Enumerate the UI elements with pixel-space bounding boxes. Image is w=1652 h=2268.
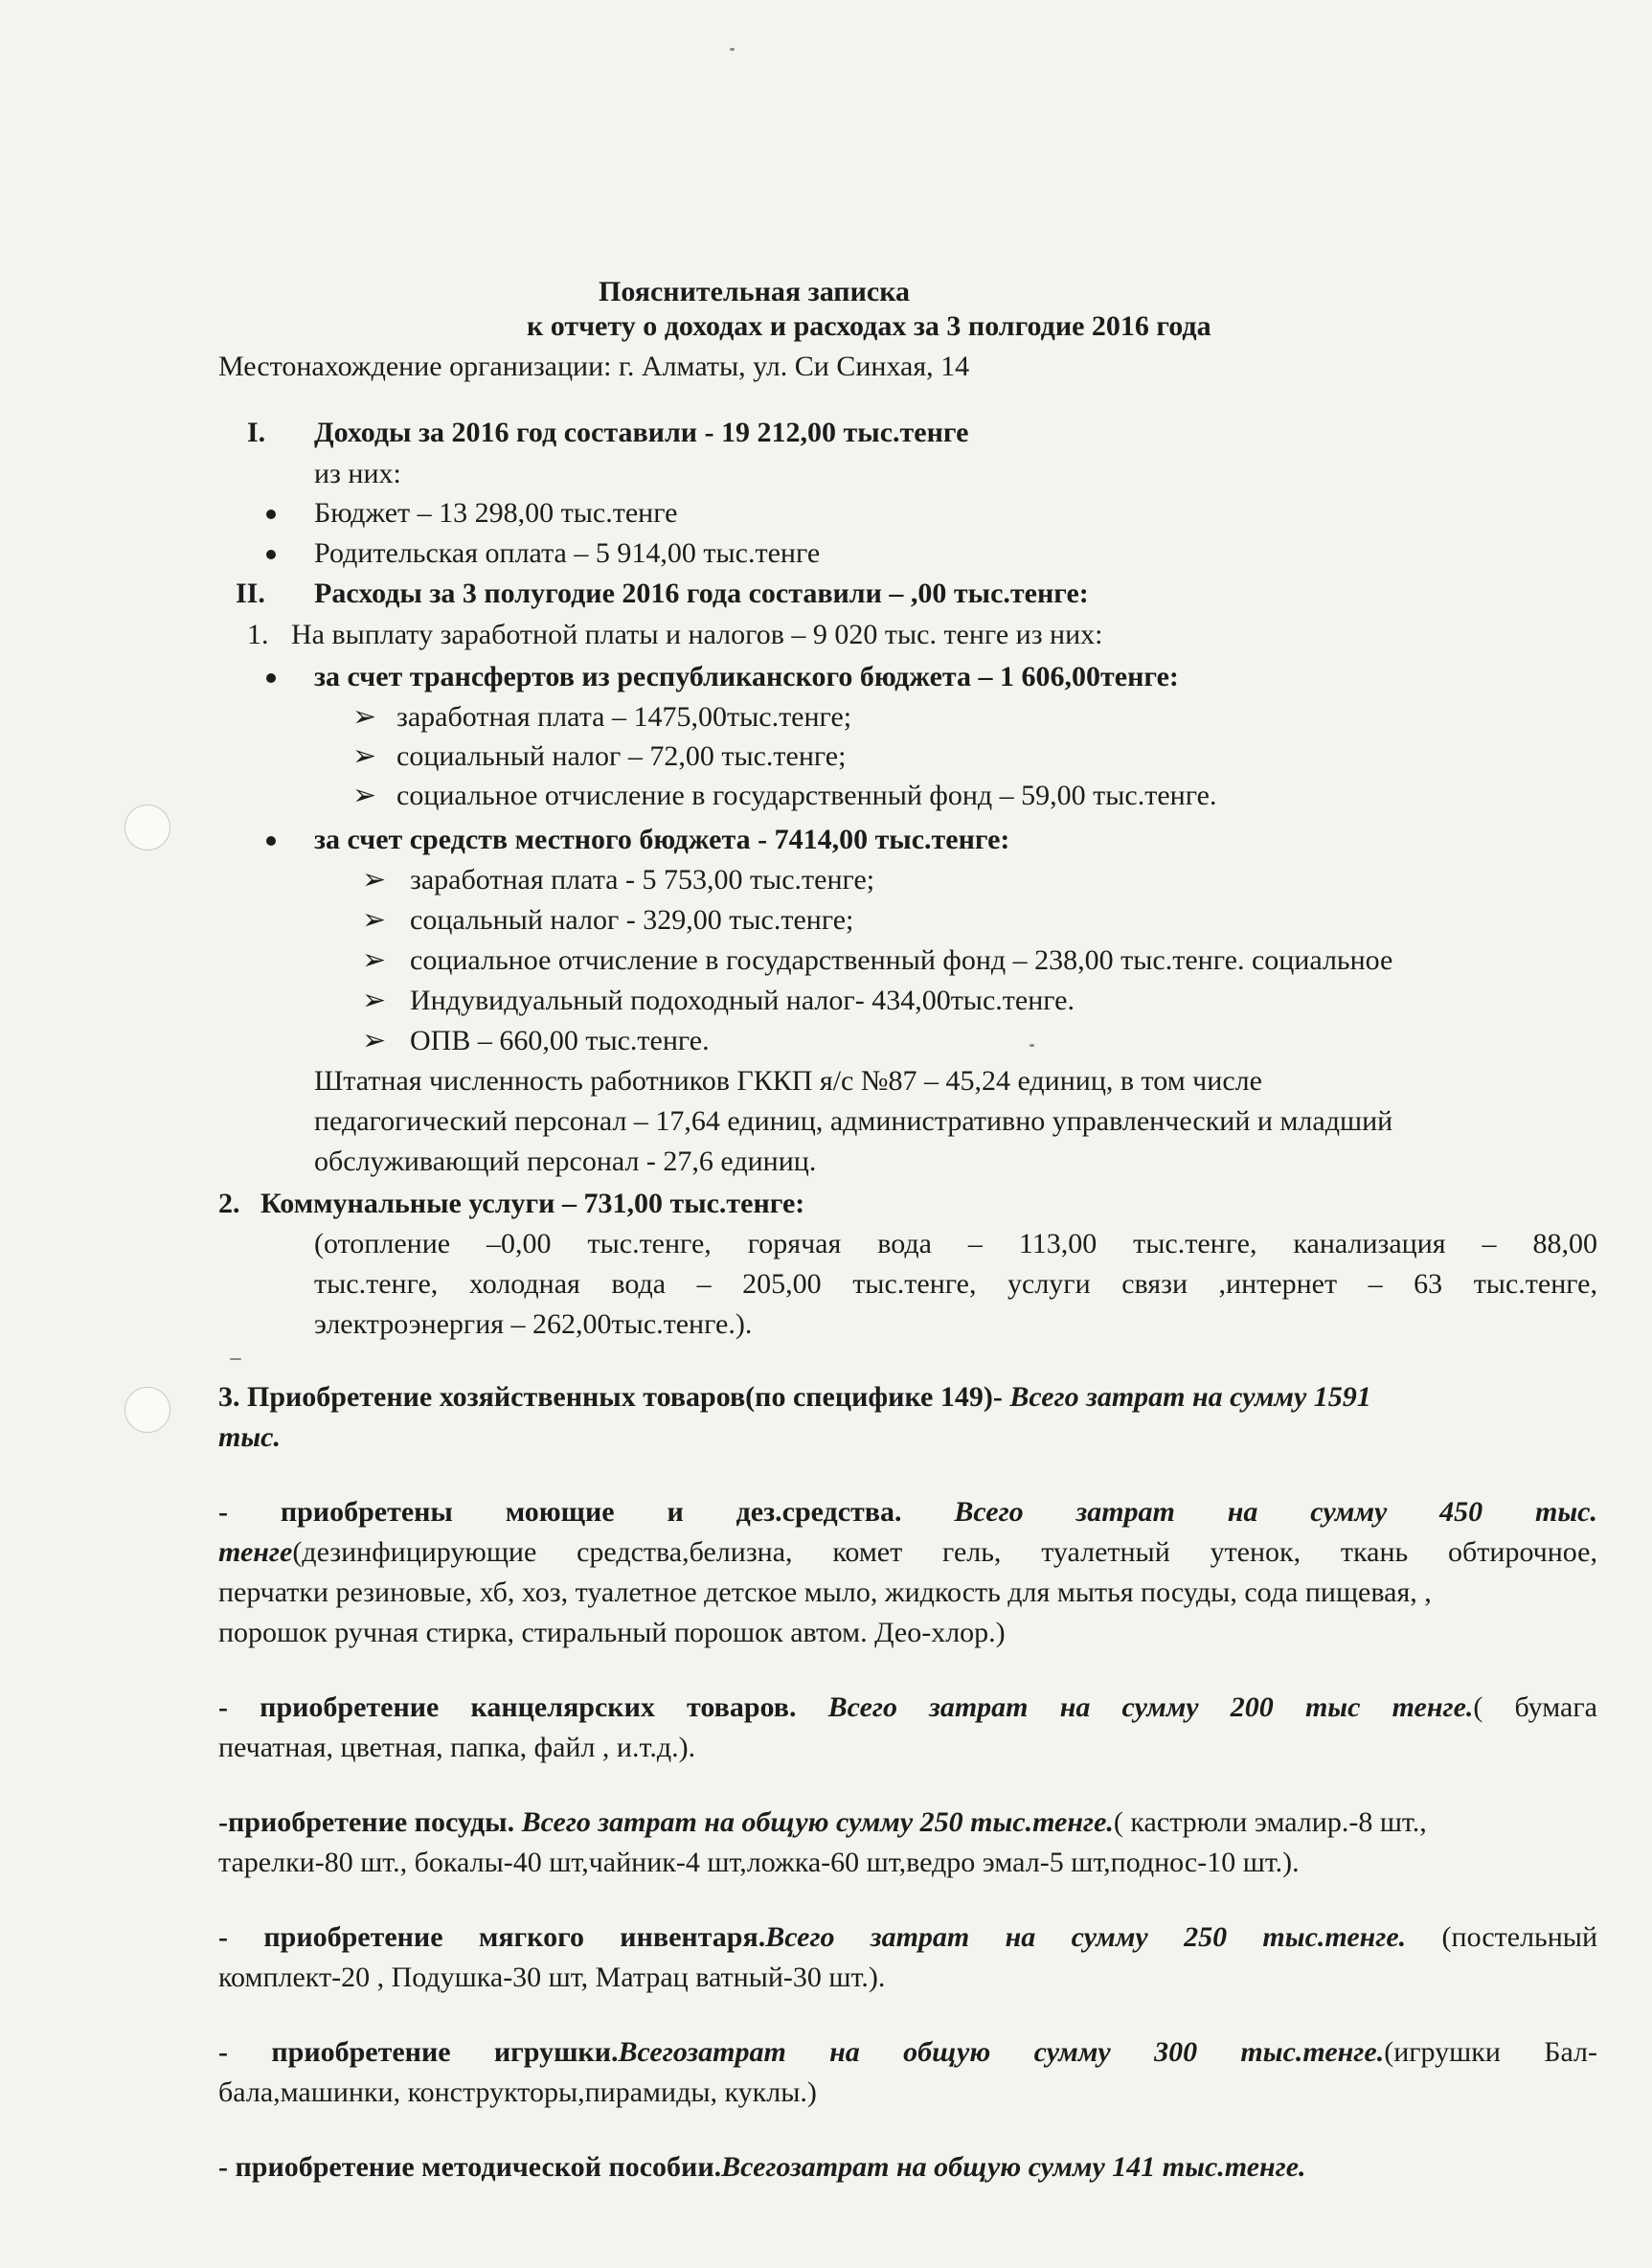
purchase-cleaning-line-1: [218, 1494, 1597, 1531]
item-3-heading-bold: 3. Приобретение хозяйственных товаров(по специфике 149)-: [218, 1381, 1003, 1413]
purchase-details: бала,машинки, конструкторы,пирамиды, куклы.): [218, 2076, 817, 2108]
group-b-item: Индувидуальный подоходный налог- 434,00тыс.тенге.: [410, 985, 1075, 1016]
purchase-label: - приобретение канцелярских товаров.: [218, 1691, 797, 1723]
purchase-details: (постельный: [1406, 1921, 1597, 1953]
purchase-label: - приобретение игрушки.: [218, 2036, 619, 2068]
purchase-label: - приобретение мягкого инвентаря.: [218, 1921, 766, 1953]
income-budget: Бюджет – 13 298,00 тыс.тенге: [314, 497, 678, 529]
purchase-dishes-line-1: [218, 1804, 1427, 1841]
item-2-heading: Коммунальные услуги – 731,00 тыс.тенге:: [260, 1188, 805, 1219]
purchase-total: Всего затрат на общую сумму 250 тыс.тенге.: [514, 1806, 1114, 1838]
purchase-total-cont: тенге: [218, 1536, 293, 1568]
group-a-item: социальное отчисление в государственный фонд – 59,00 тыс.тенге.: [396, 780, 1217, 811]
purchase-label: - приобретение методической пособии.: [218, 2151, 722, 2183]
purchase-total: Всего затрат на сумму 200 тыс тенге.: [796, 1691, 1474, 1723]
purchase-soft-line-1: [218, 1919, 1597, 1956]
arrow-bullet-icon: ➢: [362, 904, 387, 936]
purchase-office-line-1: [218, 1690, 1597, 1726]
bullet-icon: [266, 510, 276, 519]
group-a-item: заработная плата – 1475,00тыс.тенге;: [396, 701, 852, 733]
section-2-number: II.: [236, 578, 265, 609]
income-parents: Родительская оплата – 5 914,00 тыс.тенге: [314, 537, 821, 569]
section-1-number: I.: [247, 417, 266, 448]
arrow-bullet-icon: ➢: [352, 701, 377, 733]
arrow-bullet-icon: ➢: [362, 944, 387, 976]
punch-hole-top: [124, 805, 170, 850]
purchase-total: Всего затрат на сумму 450 тыс.: [901, 1496, 1597, 1528]
purchase-details: ( бумага: [1473, 1691, 1597, 1723]
purchase-label: -приобретение посуды.: [218, 1806, 515, 1838]
section-1-heading: Доходы за 2016 год составили - 19 212,00 тыс.тенге: [314, 417, 969, 448]
title-line-2: к отчету о доходах и расходах за 3 полгодие 2016 года: [527, 310, 1211, 342]
arrow-bullet-icon: ➢: [362, 985, 387, 1016]
group-a-item: социальный налог – 72,00 тыс.тенге;: [396, 740, 847, 772]
purchase-details: перчатки резиновые, хб, хоз, туалетное детское мыло, жидкость для мытья посуды, сода пищевая, ,: [218, 1576, 1432, 1608]
purchase-total: Всегозатрат на общую сумму 300 тыс.тенге.: [618, 2036, 1385, 2068]
item-1-number: 1.: [247, 619, 269, 650]
group-b-item: ОПВ – 660,00 тыс.тенге.: [410, 1025, 710, 1056]
scan-speck: [230, 1358, 241, 1360]
staff-line: Штатная численность работников ГККП я/с №87 – 45,24 единиц, в том числе: [314, 1065, 1262, 1097]
group-b-item: социальное отчисление в государственный фонд – 238,00 тыс.тенге. социальное: [410, 944, 1393, 976]
section-2-heading: Расходы за 3 полугодие 2016 года составили – ,00 тыс.тенге:: [314, 578, 1089, 609]
purchase-details: порошок ручная стирка, стиральный порошок автом. Део-хлор.): [218, 1617, 1006, 1648]
purchase-total: Всего затрат на сумму 250 тыс.тенге.: [765, 1921, 1407, 1953]
item-3-heading-italic: Всего затрат на сумму 1591: [1002, 1381, 1371, 1413]
arrow-bullet-icon: ➢: [362, 1025, 387, 1056]
purchase-cleaning-line-2: [218, 1534, 1597, 1571]
group-b-item: соцальный налог - 329,00 тыс.тенге;: [410, 904, 854, 936]
purchase-total: Всегозатрат на общую сумму 141 тыс.тенге.: [721, 2151, 1306, 2183]
arrow-bullet-icon: ➢: [352, 780, 377, 811]
bullet-icon: [266, 550, 276, 559]
scan-speck: [730, 48, 735, 51]
purchase-details: печатная, цветная, папка, файл , и.т.д.).: [218, 1732, 696, 1763]
title-line-1: Пояснительная записка: [599, 276, 911, 307]
punch-hole-bottom: [124, 1387, 170, 1433]
item-2-number: 2.: [218, 1188, 240, 1219]
section-1-sub: из них:: [314, 458, 401, 489]
purchase-methodical-line-1: [218, 2149, 1306, 2186]
item-1-text: На выплату заработной платы и налогов – 9 020 тыс. тенге из них:: [291, 619, 1103, 650]
staff-line: педагогический персонал – 17,64 единиц, административно управленческий и младший: [314, 1105, 1393, 1137]
location-line: Местонахождение организации: г. Алматы, ул. Си Синхая, 14: [218, 351, 970, 382]
purchase-details: комплект-20 , Подушка-30 шт, Матрац ватный-30 шт.).: [218, 1962, 886, 1993]
item-3-heading-line-2: тыс.: [218, 1421, 281, 1453]
item-3-heading: [218, 1379, 1371, 1416]
utilities-line: тыс.тенге, холодная вода – 205,00 тыс.тенге, услуги связи ,интернет – 63 тыс.тенге,: [314, 1268, 1597, 1300]
utilities-line: (отопление –0,00 тыс.тенге, горячая вода – 113,00 тыс.тенге, канализация – 88,00: [314, 1228, 1597, 1259]
arrow-bullet-icon: ➢: [352, 740, 377, 772]
scan-speck: [1030, 1044, 1034, 1047]
group-b-item: заработная плата - 5 753,00 тыс.тенге;: [410, 864, 875, 896]
group-b-heading: за счет средств местного бюджета - 7414,00 тыс.тенге:: [314, 824, 1010, 855]
purchase-details: ( кастрюли эмалир.-8 шт.,: [1113, 1806, 1427, 1838]
staff-line: обслуживающий персонал - 27,6 единиц.: [314, 1145, 817, 1177]
arrow-bullet-icon: ➢: [362, 864, 387, 896]
purchase-details: тарелки-80 шт., бокалы-40 шт,чайник-4 шт,ложка-60 шт,ведро эмал-5 шт,поднос-10 шт.).: [218, 1847, 1300, 1878]
bullet-icon: [266, 673, 276, 683]
bullet-icon: [266, 836, 276, 846]
purchase-details: (игрушки Бал-: [1384, 2036, 1598, 2068]
group-a-heading: за счет трансфертов из республиканского бюджета – 1 606,00тенге:: [314, 661, 1179, 692]
purchase-details: (дезинфицирующие средства,белизна, комет гель, туалетный утенок, ткань обтирочное,: [292, 1536, 1597, 1568]
utilities-line: электроэнергия – 262,00тыс.тенге.).: [314, 1308, 753, 1340]
purchase-toys-line-1: [218, 2034, 1597, 2071]
purchase-label: - приобретены моющие и дез.средства.: [218, 1496, 902, 1528]
